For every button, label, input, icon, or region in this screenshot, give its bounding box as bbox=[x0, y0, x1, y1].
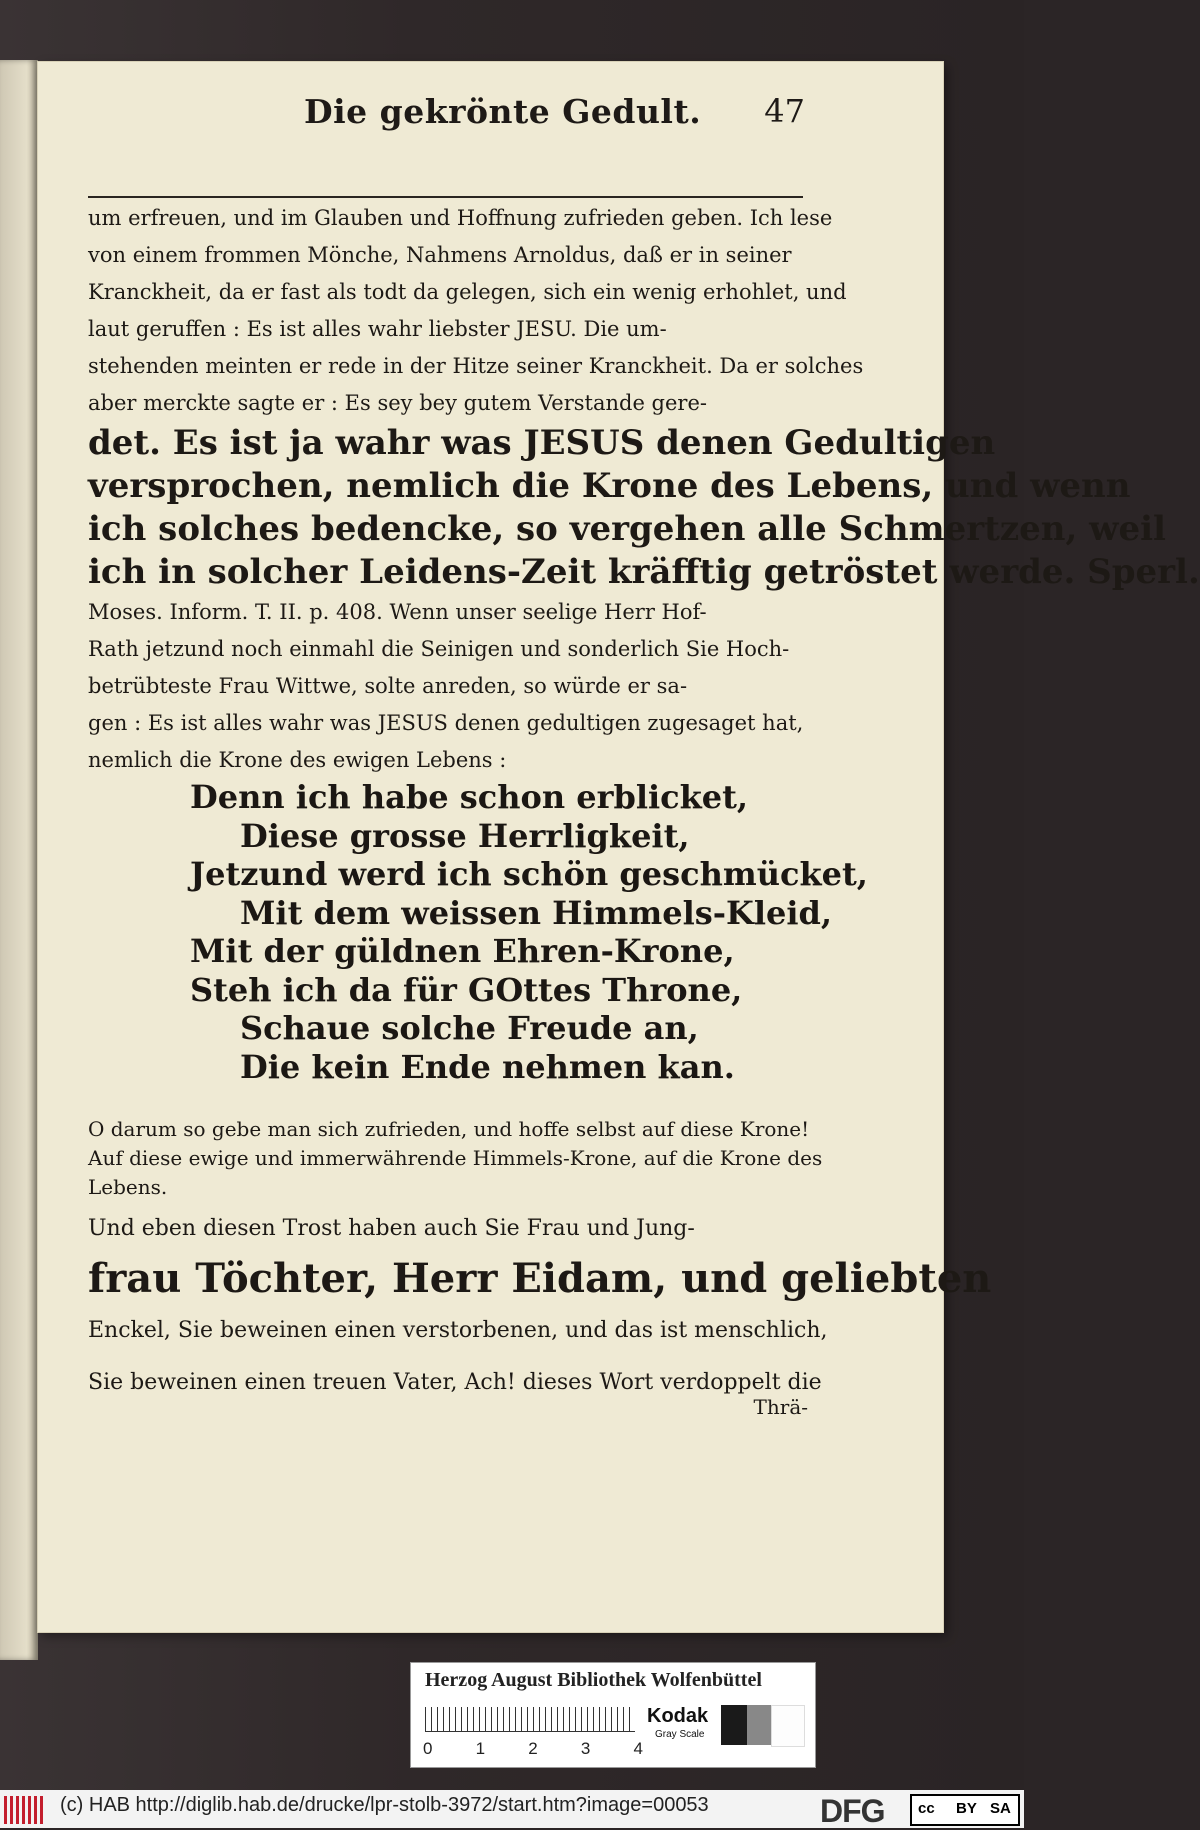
kodak-brand: Kodak bbox=[647, 1705, 709, 1727]
poem-line: Jetzund werd ich schön geschmücket, bbox=[190, 855, 868, 893]
text-line-emphasis: versprochen, nemlich die Krone des Lebens, und wenn bbox=[88, 466, 1131, 506]
scale-ruler bbox=[425, 1707, 635, 1732]
text-line: von einem frommen Mönche, Nahmens Arnoldus, daß er in seiner bbox=[88, 243, 792, 267]
scale-number: 3 bbox=[580, 1739, 591, 1758]
scale-number: 1 bbox=[475, 1739, 486, 1758]
text-line: Rath jetzund noch einmahl die Seinigen und sonderlich Sie Hoch- bbox=[88, 637, 790, 661]
text-line: Kranckheit, da er fast als todt da gelegen, sich ein wenig erhohlet, und bbox=[88, 280, 847, 304]
page-title: Die gekrönte Gedult. bbox=[304, 92, 702, 131]
text-line: Sie beweinen einen treuen Vater, Ach! dieses Wort verdoppelt die bbox=[88, 1370, 822, 1395]
citation-link[interactable]: (c) HAB http://diglib.hab.de/drucke/lpr-stolb-3972/start.htm?image=00053 bbox=[60, 1794, 709, 1816]
by-icon: BY bbox=[956, 1800, 977, 1817]
text-line: stehenden meinten er rede in der Hitze seiner Kranckheit. Da er solches bbox=[88, 354, 864, 378]
poem-line: Mit der güldnen Ehren-Krone, bbox=[190, 932, 735, 970]
cc-icon: cc bbox=[918, 1800, 935, 1817]
text-line-emphasis: ich solches bedencke, so vergehen alle Schmertzen, weil bbox=[88, 509, 1166, 549]
text-line: Lebens. bbox=[88, 1175, 168, 1199]
dfg-logo: DFG bbox=[820, 1793, 885, 1829]
library-name: Herzog August Bibliothek Wolfenbüttel bbox=[425, 1669, 762, 1691]
text-line: Auf diese ewige und immerwährende Himmels-Krone, auf die Krone des bbox=[88, 1146, 823, 1170]
scale-number: 0 bbox=[423, 1739, 433, 1758]
running-header bbox=[300, 92, 805, 142]
scale-number: 4 bbox=[633, 1739, 643, 1758]
text-line: Und eben diesen Trost haben auch Sie Frau und Jung- bbox=[88, 1216, 695, 1241]
facing-page-edge bbox=[0, 60, 38, 1660]
header-rule bbox=[88, 196, 803, 198]
sa-icon: SA bbox=[990, 1800, 1011, 1817]
white-swatch bbox=[771, 1705, 805, 1747]
poem-line: Steh ich da für GOttes Throne, bbox=[190, 970, 743, 1009]
poem-line: Denn ich habe schon erblicket, bbox=[190, 778, 749, 816]
main-paragraph bbox=[88, 200, 1200, 779]
text-line: nemlich die Krone des ewigen Lebens : bbox=[88, 748, 507, 772]
scale-numbers bbox=[423, 1739, 643, 1759]
second-paragraph bbox=[88, 1115, 823, 1202]
text-line: laut geruffen : Es ist alles wahr liebster JESU. Die um- bbox=[88, 317, 667, 341]
poem-block bbox=[190, 778, 868, 1086]
scale-number: 2 bbox=[528, 1739, 538, 1758]
poem-line: Die kein Ende nehmen kan. bbox=[240, 1047, 735, 1086]
gray-scale-label: Gray Scale bbox=[655, 1729, 705, 1740]
text-line: gen : Es ist alles wahr was JESUS denen gedultigen zugesaget hat, bbox=[88, 711, 804, 735]
page-number: 47 bbox=[764, 92, 805, 130]
text-line-emphasis: frau Töchter, Herr Eidam, und geliebten bbox=[88, 1255, 992, 1302]
black-swatch bbox=[721, 1705, 747, 1745]
text-line: O darum so gebe man sich zufrieden, und hoffe selbst auf diese Krone! bbox=[88, 1117, 810, 1141]
poem-line: Diese grosse Herrligkeit, bbox=[240, 816, 690, 855]
poem-line: Mit dem weissen Himmels-Kleid, bbox=[240, 893, 833, 932]
hab-logo-icon bbox=[4, 1796, 46, 1824]
text-line: um erfreuen, und im Glauben und Hoffnung zufrieden geben. Ich lese bbox=[88, 206, 833, 230]
poem-line: Schaue solche Freude an, bbox=[240, 1009, 699, 1047]
text-line: Moses. Inform. T. II. p. 408. Wenn unser seelige Herr Hof- bbox=[88, 600, 707, 624]
gray-swatch bbox=[747, 1705, 771, 1745]
text-line: betrübteste Frau Wittwe, solte anreden, so würde er sa- bbox=[88, 674, 688, 698]
third-paragraph bbox=[88, 1205, 992, 1409]
text-line: Enckel, Sie beweinen einen verstorbenen, und das ist menschlich, bbox=[88, 1318, 828, 1343]
color-calibration-card bbox=[410, 1662, 816, 1768]
catchword: Thrä- bbox=[753, 1395, 808, 1419]
text-line-emphasis: ich in solcher Leidens-Zeit kräfftig getröstet werde. Sperl. bbox=[88, 552, 1200, 592]
cc-license-badge[interactable] bbox=[910, 1794, 1020, 1826]
text-line-emphasis: det. Es ist ja wahr was JESUS denen Gedultigen bbox=[88, 423, 996, 463]
text-line: aber merckte sagte er : Es sey bey gutem Verstande gere- bbox=[88, 391, 707, 415]
